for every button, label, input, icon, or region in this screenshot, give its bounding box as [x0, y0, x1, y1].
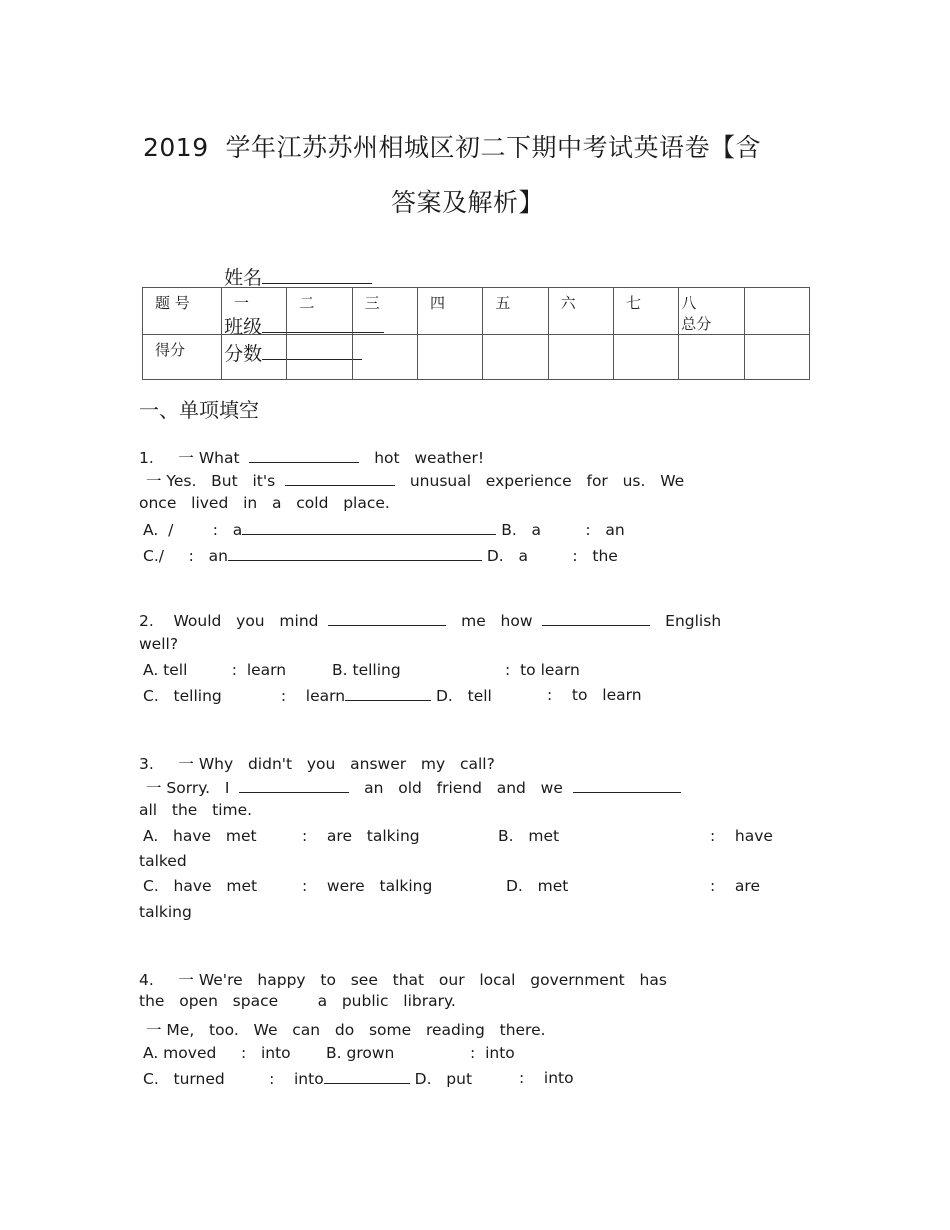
question-3-line-3: all the time. [139, 801, 253, 819]
question-2-line-1 [139, 611, 721, 630]
header-cell-2: 二 [287, 288, 352, 335]
header-cell-1: 一 [222, 288, 287, 335]
question-4-line-1: 4. 一 We're happy to see that our local government has [139, 971, 667, 989]
q3-option-b-answer-continued[interactable]: talked [139, 852, 187, 870]
q2-blank-1 [328, 611, 446, 626]
q4-option-a[interactable]: A. moved : into [143, 1044, 291, 1062]
score-table-header-row [143, 288, 810, 335]
question-4-options-cd [143, 1069, 472, 1088]
q2-option-leader [345, 686, 431, 701]
header-cell-8 [679, 288, 744, 335]
q3-option-d-answer[interactable]: : are [710, 877, 760, 895]
score-table [142, 287, 810, 380]
score-cell[interactable] [613, 335, 678, 380]
q3-option-a[interactable]: A. have met [143, 827, 257, 845]
question-2-options-cd [143, 686, 492, 705]
score-cell[interactable] [548, 335, 613, 380]
score-label: 分数 [224, 343, 263, 365]
q1-blank-2 [285, 471, 395, 486]
q2-stem-part-2: me how [461, 612, 533, 630]
name-field[interactable] [262, 263, 372, 284]
header-cell-question-number: 题 号 [143, 288, 222, 335]
name-label: 姓名 [224, 267, 263, 289]
q2-option-a[interactable]: A. tell : learn [143, 661, 287, 679]
score-cell[interactable] [222, 335, 287, 380]
header-cell-6: 六 [548, 288, 613, 335]
question-1-line-2 [146, 469, 684, 491]
q1-option-d[interactable]: D. a : the [486, 547, 618, 565]
question-1-line-1 [139, 446, 484, 468]
score-table-score-row [143, 335, 810, 380]
score-cell[interactable] [679, 335, 744, 380]
header-cell-4: 四 [417, 288, 482, 335]
q2-option-b[interactable]: B. telling [332, 661, 401, 679]
q1-stem-part-3: 一 Yes. But it's [146, 472, 276, 490]
q3-blank-2 [573, 778, 681, 793]
header-cell-5: 五 [483, 288, 548, 335]
score-cell[interactable] [483, 335, 548, 380]
q1-option-leader [242, 520, 496, 535]
q2-stem-part-1: 2. Would you mind [139, 612, 319, 630]
section-heading: 一、单项填空 [139, 398, 259, 422]
q2-option-d-answer[interactable]: : to learn [547, 686, 642, 704]
q1-option-c[interactable]: C./ : an [143, 547, 228, 565]
q2-option-d[interactable]: D. tell [435, 687, 492, 705]
q3-option-b[interactable]: B. met [498, 827, 560, 845]
page-title-continued: 答案及解析】 [391, 188, 545, 217]
q4-option-d[interactable]: D. put [414, 1070, 473, 1088]
q3-stem-part-1: 一 Sorry. I [146, 779, 230, 797]
question-4-line-3: 一 Me, too. We can do some reading there. [146, 1021, 546, 1039]
q1-stem-part-4: unusual experience for us. We [409, 472, 685, 490]
q2-option-b-answer[interactable]: : to learn [505, 661, 580, 679]
score-cell[interactable] [287, 335, 352, 380]
class-label: 班级 [224, 316, 263, 338]
header-cell-8-text: 八 [681, 294, 697, 312]
q4-option-b-answer[interactable]: : into [470, 1044, 515, 1062]
q3-option-c-answer[interactable]: : were talking [302, 877, 433, 895]
q3-option-a-answer[interactable]: : are talking [302, 827, 420, 845]
q1-stem-part-1: 1. 一 What [139, 449, 240, 467]
q4-option-leader [324, 1069, 410, 1084]
question-4-line-2: the open space a public library. [139, 992, 456, 1010]
q1-stem-part-2: hot weather! [374, 449, 485, 467]
question-2-line-2: well? [139, 635, 179, 653]
q2-option-c[interactable]: C. telling : learn [143, 687, 346, 705]
q3-option-b-answer[interactable]: : have [710, 827, 773, 845]
score-cell[interactable] [744, 335, 809, 380]
page-title: 2019 学年江苏苏州相城区初二下期中考试英语卷【含 [143, 133, 762, 162]
q4-option-d-answer[interactable]: : into [519, 1069, 574, 1087]
q1-option-leader [228, 546, 482, 561]
q3-option-c[interactable]: C. have met [143, 877, 258, 895]
question-3-line-1: 3. 一 Why didn't you answer my call? [139, 755, 495, 773]
q1-option-b[interactable]: B. a : an [501, 521, 625, 539]
question-1-options-ab [143, 520, 625, 539]
header-cell-7: 七 [613, 288, 678, 335]
q3-stem-part-2: an old friend and we [364, 779, 563, 797]
header-cell-total-text: 总分 [681, 315, 712, 333]
q1-option-a[interactable]: A. / : a [143, 521, 243, 539]
q2-stem-part-3: English [665, 612, 722, 630]
q3-option-d[interactable]: D. met [506, 877, 569, 895]
score-row-label: 得分 [143, 335, 222, 380]
question-1-line-3: once lived in a cold place. [139, 494, 390, 512]
header-cell-3: 三 [352, 288, 417, 335]
score-cell[interactable] [417, 335, 482, 380]
q3-blank-1 [239, 778, 349, 793]
score-cell[interactable] [352, 335, 417, 380]
q3-option-d-answer-continued[interactable]: talking [139, 903, 192, 921]
q4-option-b[interactable]: B. grown [326, 1044, 395, 1062]
q4-option-c[interactable]: C. turned : into [143, 1070, 324, 1088]
q2-blank-2 [542, 611, 650, 626]
header-cell-total [744, 288, 809, 335]
question-3-line-2 [146, 776, 681, 798]
q1-blank-1 [249, 448, 359, 463]
question-1-options-cd [143, 546, 618, 565]
